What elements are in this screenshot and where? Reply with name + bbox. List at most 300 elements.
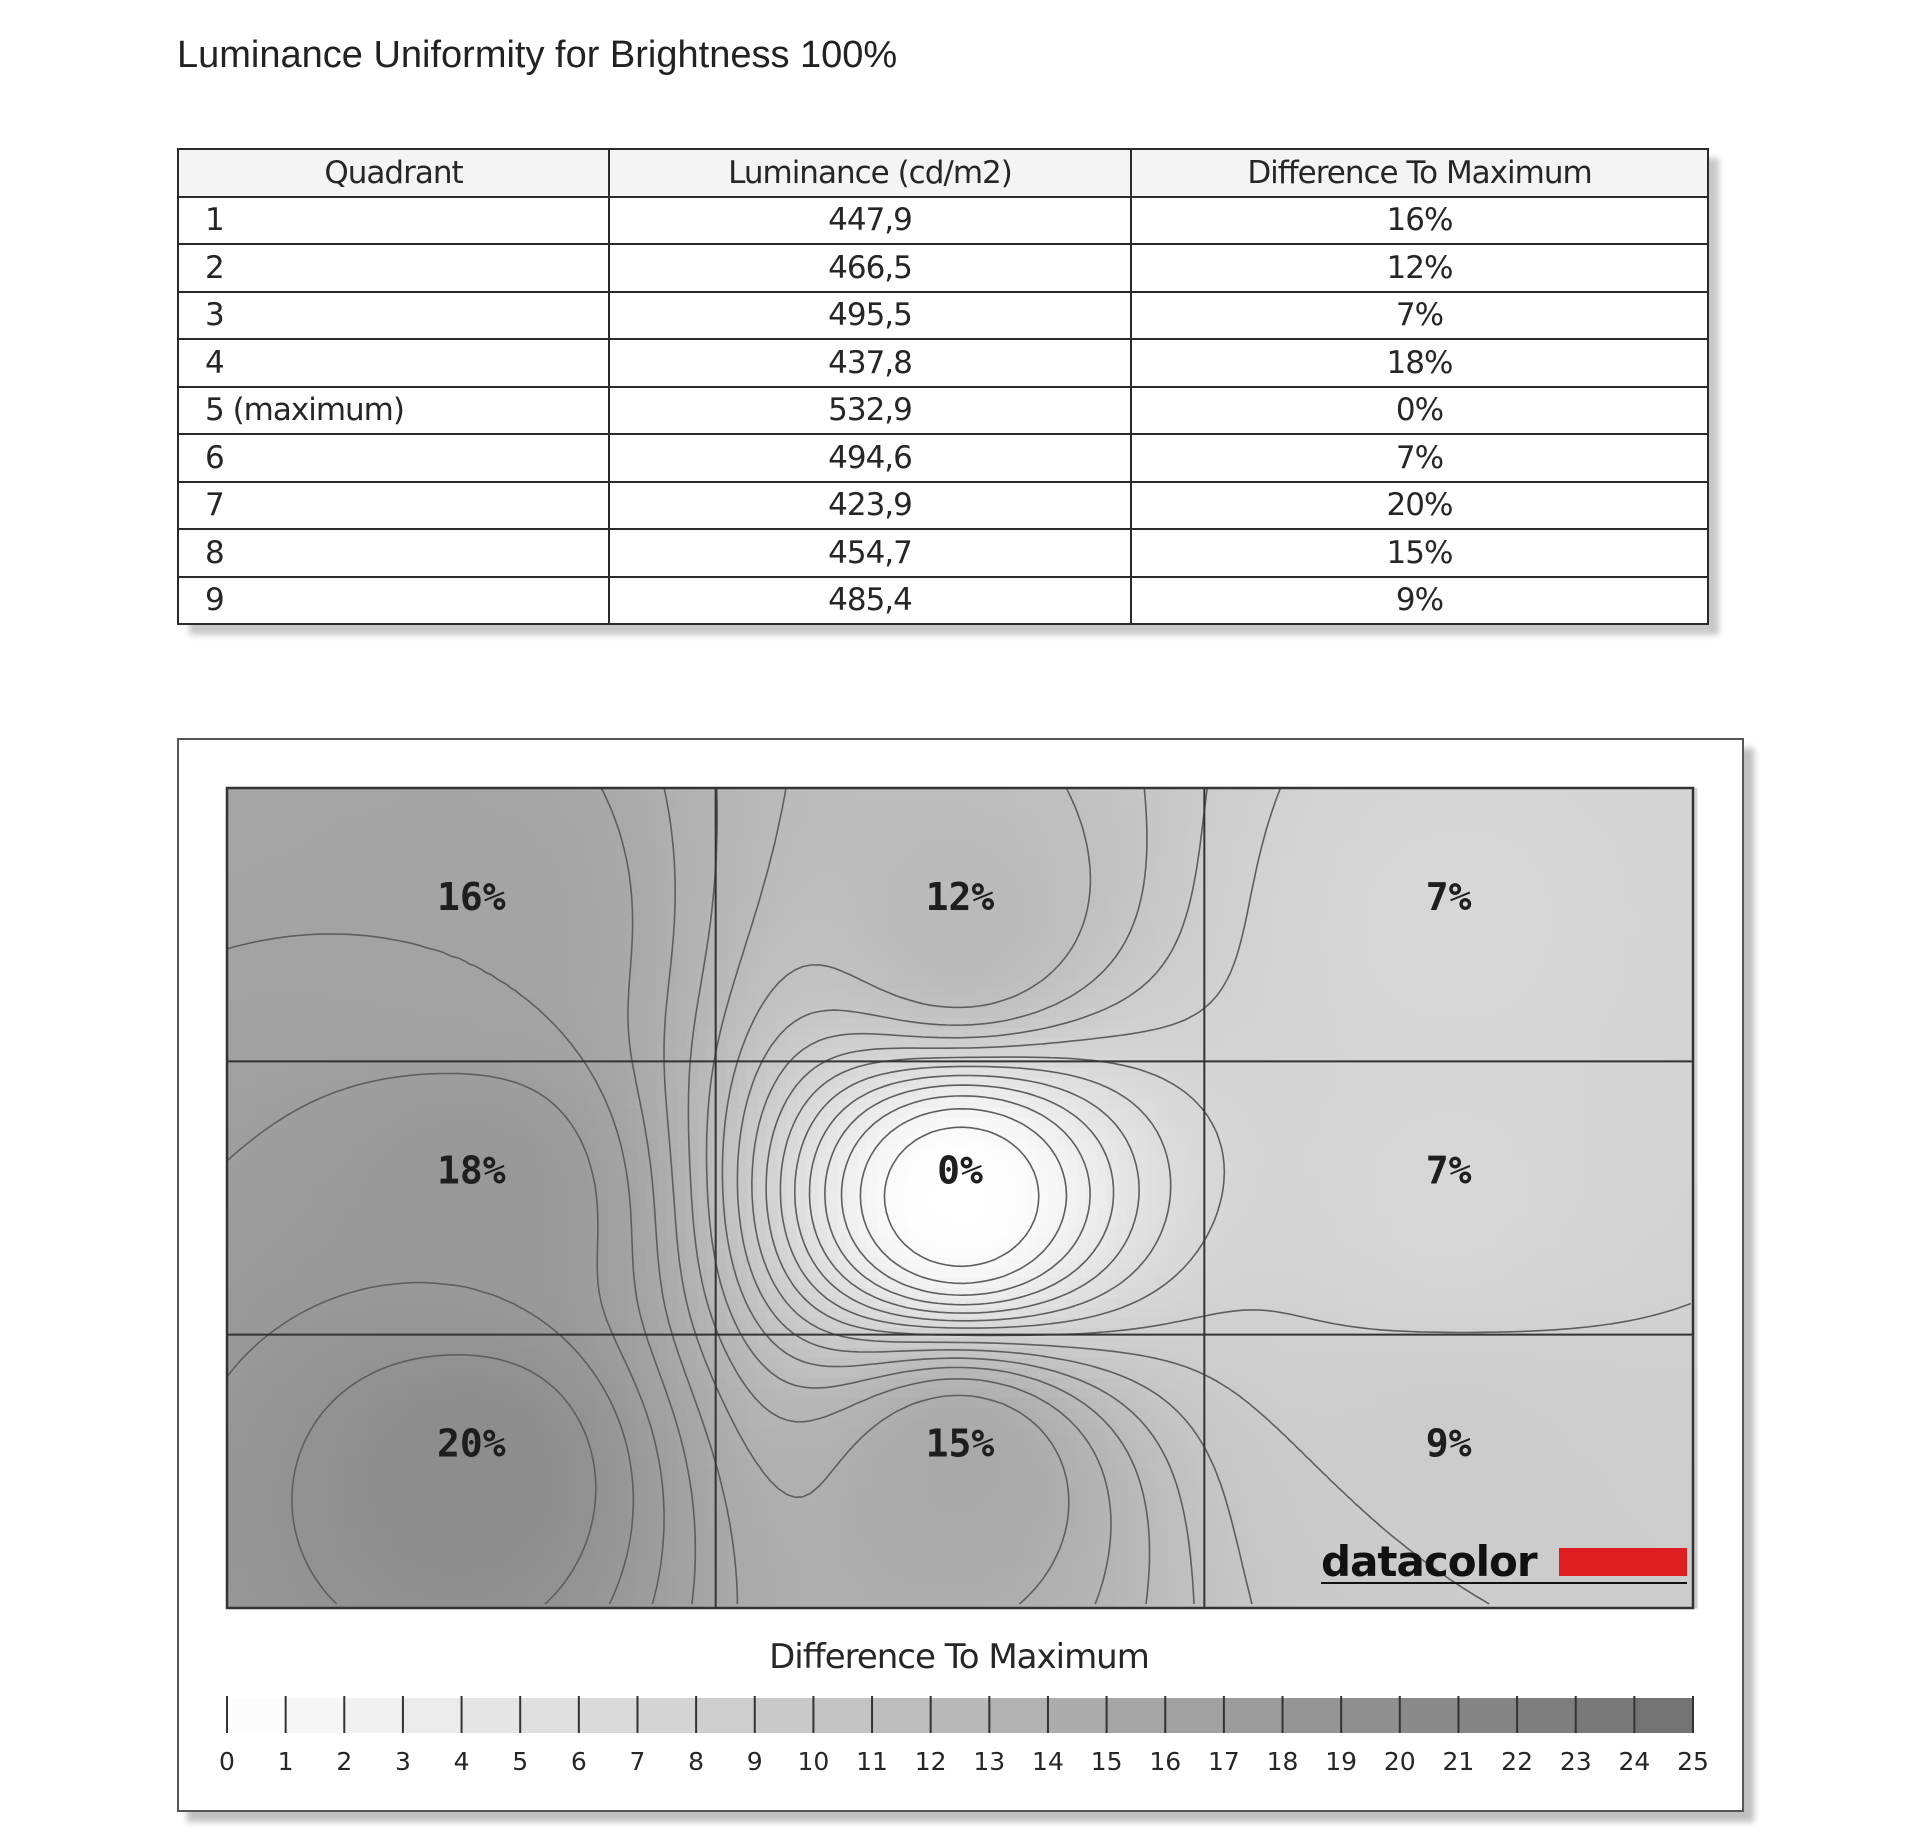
heatmap-pixel: [357, 898, 368, 909]
heatmap-pixel: [927, 818, 938, 829]
heatmap-pixel: [1617, 848, 1628, 859]
heatmap-pixel: [1677, 1038, 1688, 1049]
heatmap-pixel: [1577, 958, 1588, 969]
heatmap-pixel: [1557, 818, 1568, 829]
heatmap-pixel: [967, 1098, 978, 1109]
heatmap-pixel: [587, 908, 598, 919]
heatmap-pixel: [307, 1088, 318, 1099]
heatmap-pixel: [617, 1038, 628, 1049]
heatmap-pixel: [657, 1078, 668, 1089]
heatmap-pixel: [747, 828, 758, 839]
heatmap-pixel: [1127, 1048, 1138, 1059]
heatmap-pixel: [977, 1078, 988, 1089]
heatmap-pixel: [1577, 788, 1588, 799]
heatmap-pixel: [1377, 1088, 1388, 1099]
heatmap-pixel: [1317, 958, 1328, 969]
heatmap-pixel: [597, 958, 608, 969]
heatmap-pixel: [497, 998, 508, 1009]
heatmap-pixel: [1577, 1028, 1588, 1039]
heatmap-pixel: [867, 938, 878, 949]
heatmap-pixel: [1237, 1108, 1248, 1119]
heatmap-pixel: [297, 898, 308, 909]
heatmap-pixel: [1027, 948, 1038, 959]
heatmap-pixel: [1187, 1068, 1198, 1079]
heatmap-pixel: [1027, 838, 1038, 849]
heatmap-pixel: [957, 1008, 968, 1019]
heatmap-pixel: [1657, 1068, 1668, 1079]
heatmap-pixel: [1357, 938, 1368, 949]
heatmap-pixel: [1157, 978, 1168, 989]
heatmap-pixel: [467, 1088, 478, 1099]
heatmap-pixel: [237, 908, 248, 919]
heatmap-pixel: [657, 828, 668, 839]
heatmap-pixel: [337, 868, 348, 879]
heatmap-pixel: [467, 1118, 478, 1129]
heatmap-pixel: [557, 878, 568, 889]
heatmap-pixel: [577, 968, 588, 979]
heatmap-pixel: [267, 1108, 278, 1119]
heatmap-pixel: [387, 888, 398, 899]
heatmap-pixel: [1587, 1068, 1598, 1079]
heatmap-pixel: [827, 838, 838, 849]
heatmap-pixel: [257, 1068, 268, 1079]
heatmap-pixel: [277, 808, 288, 819]
heatmap-pixel: [1227, 838, 1238, 849]
heatmap-pixel: [1037, 1118, 1048, 1129]
heatmap-pixel: [1277, 1048, 1288, 1059]
heatmap-pixel: [1527, 948, 1538, 959]
heatmap-pixel: [1527, 968, 1538, 979]
heatmap-pixel: [347, 1008, 358, 1019]
heatmap-pixel: [787, 838, 798, 849]
heatmap-pixel: [1447, 818, 1458, 829]
heatmap-pixel: [1017, 1018, 1028, 1029]
heatmap-pixel: [1247, 828, 1258, 839]
heatmap-pixel: [1537, 1078, 1548, 1089]
heatmap-pixel: [1327, 918, 1338, 929]
heatmap-pixel: [1227, 998, 1238, 1009]
heatmap-pixel: [307, 1038, 318, 1049]
heatmap-pixel: [1577, 1048, 1588, 1059]
heatmap-pixel: [1277, 828, 1288, 839]
heatmap-pixel: [1327, 1088, 1338, 1099]
heatmap-pixel: [1667, 958, 1678, 969]
heatmap-pixel: [937, 828, 948, 839]
heatmap-pixel: [1347, 988, 1358, 999]
heatmap-pixel: [927, 1008, 938, 1019]
heatmap-pixel: [407, 988, 418, 999]
heatmap-pixel: [347, 878, 358, 889]
heatmap-pixel: [1367, 1028, 1378, 1039]
heatmap-pixel: [1267, 888, 1278, 899]
heatmap-pixel: [827, 818, 838, 829]
heatmap-pixel: [1637, 1108, 1648, 1119]
heatmap-pixel: [1147, 1088, 1158, 1099]
heatmap-pixel: [307, 858, 318, 869]
heatmap-pixel: [367, 938, 378, 949]
heatmap-pixel: [227, 968, 238, 979]
heatmap-pixel: [807, 938, 818, 949]
heatmap-pixel: [1197, 1098, 1208, 1109]
heatmap-pixel: [1287, 828, 1298, 839]
heatmap-pixel: [447, 978, 458, 989]
heatmap-pixel: [357, 878, 368, 889]
heatmap-pixel: [377, 948, 388, 959]
heatmap-pixel: [557, 978, 568, 989]
heatmap-pixel: [597, 1058, 608, 1069]
heatmap-pixel: [1597, 1068, 1608, 1079]
heatmap-pixel: [1257, 908, 1268, 919]
heatmap-pixel: [1547, 878, 1558, 889]
luminance-cell: 437,8: [609, 339, 1131, 387]
heatmap-pixel: [1127, 828, 1138, 839]
heatmap-pixel: [1277, 868, 1288, 879]
heatmap-pixel: [1597, 988, 1608, 999]
heatmap-pixel: [727, 1068, 738, 1079]
heatmap-pixel: [1617, 788, 1628, 799]
heatmap-pixel: [797, 978, 808, 989]
heatmap-pixel: [1337, 928, 1348, 939]
heatmap-pixel: [497, 1028, 508, 1039]
heatmap-pixel: [507, 1118, 518, 1129]
heatmap-pixel: [1337, 918, 1348, 929]
heatmap-pixel: [557, 928, 568, 939]
heatmap-pixel: [1577, 928, 1588, 939]
heatmap-pixel: [467, 818, 478, 829]
heatmap-pixel: [1037, 838, 1048, 849]
heatmap-pixel: [1157, 888, 1168, 899]
heatmap-pixel: [367, 1058, 378, 1069]
heatmap-pixel: [297, 1048, 308, 1059]
heatmap-pixel: [1547, 888, 1558, 899]
heatmap-pixel: [377, 888, 388, 899]
heatmap-pixel: [907, 848, 918, 859]
heatmap-pixel: [837, 918, 848, 929]
heatmap-pixel: [647, 828, 658, 839]
heatmap-pixel: [307, 958, 318, 969]
heatmap-pixel: [1207, 1038, 1218, 1049]
heatmap-pixel: [267, 1018, 278, 1029]
heatmap-pixel: [1507, 828, 1518, 839]
heatmap-pixel: [577, 1038, 588, 1049]
heatmap-pixel: [1187, 808, 1198, 819]
heatmap-pixel: [777, 828, 788, 839]
heatmap-pixel: [1307, 898, 1318, 909]
heatmap-pixel: [1307, 878, 1318, 889]
heatmap-pixel: [1667, 928, 1678, 939]
heatmap-pixel: [547, 908, 558, 919]
heatmap-pixel: [1437, 848, 1448, 859]
heatmap-pixel: [1217, 1088, 1228, 1099]
heatmap-pixel: [1387, 878, 1398, 889]
heatmap-pixel: [857, 908, 868, 919]
heatmap-pixel: [447, 1038, 458, 1049]
heatmap-pixel: [1407, 1068, 1418, 1079]
heatmap-pixel: [577, 1008, 588, 1019]
heatmap-pixel: [247, 1118, 258, 1129]
heatmap-pixel: [397, 1058, 408, 1069]
heatmap-pixel: [1367, 1038, 1378, 1049]
heatmap-pixel: [1437, 1088, 1448, 1099]
heatmap-pixel: [867, 988, 878, 999]
heatmap-pixel: [277, 908, 288, 919]
heatmap-pixel: [617, 1008, 628, 1019]
heatmap-pixel: [1497, 838, 1508, 849]
heatmap-pixel: [1017, 788, 1028, 799]
heatmap-pixel: [807, 978, 818, 989]
heatmap-pixel: [327, 1098, 338, 1109]
heatmap-pixel: [1047, 848, 1058, 859]
heatmap-pixel: [657, 808, 668, 819]
heatmap-pixel: [817, 1008, 828, 1019]
difference-cell: 15%: [1131, 529, 1708, 577]
heatmap-pixel: [567, 868, 578, 879]
heatmap-pixel: [617, 908, 628, 919]
heatmap-pixel: [877, 848, 888, 859]
heatmap-pixel: [1237, 1078, 1248, 1089]
heatmap-pixel: [747, 1108, 758, 1119]
heatmap-pixel: [1607, 968, 1618, 979]
heatmap-pixel: [1187, 938, 1198, 949]
heatmap-pixel: [1417, 1088, 1428, 1099]
heatmap-pixel: [1357, 998, 1368, 1009]
heatmap-pixel: [1347, 1048, 1358, 1059]
heatmap-pixel: [1657, 1018, 1668, 1029]
heatmap-pixel: [897, 938, 908, 949]
heatmap-pixel: [577, 878, 588, 889]
heatmap-pixel: [727, 818, 738, 829]
heatmap-pixel: [1637, 1028, 1648, 1039]
heatmap-pixel: [1457, 828, 1468, 839]
heatmap-pixel: [1247, 1108, 1258, 1119]
heatmap-pixel: [1267, 1048, 1278, 1059]
heatmap-pixel: [1547, 908, 1558, 919]
heatmap-pixel: [1297, 938, 1308, 949]
heatmap-pixel: [1217, 948, 1228, 959]
heatmap-pixel: [1607, 948, 1618, 959]
heatmap-pixel: [1677, 938, 1688, 949]
heatmap-pixel: [1477, 938, 1488, 949]
heatmap-pixel: [1237, 838, 1248, 849]
heatmap-pixel: [517, 1018, 528, 1029]
heatmap-pixel: [1117, 868, 1128, 879]
heatmap-pixel: [1097, 938, 1108, 949]
heatmap-pixel: [437, 988, 448, 999]
heatmap-pixel: [247, 968, 258, 979]
heatmap-pixel: [257, 1048, 268, 1059]
heatmap-pixel: [1447, 1108, 1458, 1119]
heatmap-pixel: [587, 828, 598, 839]
heatmap-pixel: [1297, 1048, 1308, 1059]
heatmap-pixel: [437, 808, 448, 819]
heatmap-pixel: [547, 838, 558, 849]
heatmap-pixel: [407, 1028, 418, 1039]
heatmap-pixel: [987, 1118, 998, 1129]
heatmap-pixel: [1387, 948, 1398, 959]
heatmap-pixel: [487, 1048, 498, 1059]
heatmap-pixel: [817, 948, 828, 959]
heatmap-pixel: [1677, 828, 1688, 839]
heatmap-pixel: [1107, 828, 1118, 839]
heatmap-pixel: [937, 788, 948, 799]
heatmap-pixel: [1507, 1078, 1518, 1089]
heatmap-pixel: [1007, 828, 1018, 839]
heatmap-pixel: [1027, 1078, 1038, 1089]
heatmap-pixel: [1677, 798, 1688, 809]
heatmap-pixel: [1377, 928, 1388, 939]
heatmap-pixel: [1257, 898, 1268, 909]
heatmap-pixel: [1047, 858, 1058, 869]
heatmap-pixel: [897, 798, 908, 809]
heatmap-pixel: [1037, 1058, 1048, 1069]
heatmap-pixel: [247, 828, 258, 839]
heatmap-pixel: [507, 998, 518, 1009]
heatmap-pixel: [1417, 828, 1428, 839]
heatmap-pixel: [267, 878, 278, 889]
heatmap-pixel: [1037, 948, 1048, 959]
heatmap-pixel: [297, 868, 308, 879]
heatmap-pixel: [1277, 848, 1288, 859]
heatmap-pixel: [1467, 848, 1478, 859]
heatmap-pixel: [277, 1068, 288, 1079]
heatmap-pixel: [1197, 918, 1208, 929]
heatmap-pixel: [517, 968, 528, 979]
heatmap-pixel: [1167, 1058, 1178, 1069]
heatmap-pixel: [777, 1018, 788, 1029]
heatmap-pixel: [427, 918, 438, 929]
heatmap-pixel: [337, 988, 348, 999]
heatmap-pixel: [787, 848, 798, 859]
heatmap-pixel: [407, 1008, 418, 1019]
heatmap-pixel: [1207, 788, 1218, 799]
heatmap-pixel: [557, 1038, 568, 1049]
heatmap-pixel: [927, 848, 938, 859]
heatmap-pixel: [1387, 918, 1398, 929]
heatmap-pixel: [297, 1008, 308, 1019]
heatmap-pixel: [637, 988, 648, 999]
heatmap-pixel: [1427, 1028, 1438, 1039]
heatmap-pixel: [267, 1058, 278, 1069]
heatmap-pixel: [1567, 828, 1578, 839]
heatmap-pixel: [1437, 988, 1448, 999]
heatmap-pixel: [417, 788, 428, 799]
heatmap-pixel: [1517, 1028, 1528, 1039]
heatmap-pixel: [377, 1098, 388, 1109]
heatmap-pixel: [437, 918, 448, 929]
heatmap-pixel: [417, 1088, 428, 1099]
heatmap-pixel: [497, 1018, 508, 1029]
heatmap-pixel: [397, 898, 408, 909]
heatmap-pixel: [947, 848, 958, 859]
heatmap-pixel: [627, 798, 638, 809]
heatmap-pixel: [1537, 868, 1548, 879]
heatmap-pixel: [557, 828, 568, 839]
heatmap-pixel: [477, 1058, 488, 1069]
heatmap-pixel: [1207, 818, 1218, 829]
heatmap-pixel: [1527, 1018, 1538, 1029]
heatmap-pixel: [577, 798, 588, 809]
heatmap-pixel: [1557, 868, 1568, 879]
heatmap-pixel: [597, 998, 608, 1009]
heatmap-pixel: [1427, 808, 1438, 819]
heatmap-pixel: [1337, 788, 1348, 799]
heatmap-pixel: [357, 798, 368, 809]
heatmap-pixel: [917, 1078, 928, 1089]
heatmap-pixel: [407, 818, 418, 829]
heatmap-pixel: [797, 1028, 808, 1039]
heatmap-pixel: [277, 828, 288, 839]
heatmap-pixel: [767, 818, 778, 829]
heatmap-pixel: [507, 1008, 518, 1019]
heatmap-pixel: [1507, 808, 1518, 819]
heatmap-pixel: [1447, 858, 1458, 869]
heatmap-pixel: [1587, 928, 1598, 939]
heatmap-pixel: [1457, 808, 1468, 819]
heatmap-pixel: [567, 858, 578, 869]
heatmap-pixel: [807, 898, 818, 909]
heatmap-pixel: [1467, 918, 1478, 929]
heatmap-pixel: [407, 798, 418, 809]
quadrant-cell: 5 (maximum): [178, 387, 609, 435]
heatmap-pixel: [737, 898, 748, 909]
heatmap-pixel: [567, 958, 578, 969]
heatmap-pixel: [1617, 1098, 1628, 1109]
heatmap-pixel: [457, 788, 468, 799]
heatmap-pixel: [407, 1018, 418, 1029]
heatmap-pixel: [417, 888, 428, 899]
heatmap-pixel: [407, 898, 418, 909]
heatmap-pixel: [517, 978, 528, 989]
heatmap-pixel: [847, 838, 858, 849]
heatmap-pixel: [1217, 1058, 1228, 1069]
heatmap-pixel: [1427, 938, 1438, 949]
heatmap-pixel: [617, 1088, 628, 1099]
heatmap-pixel: [1227, 908, 1238, 919]
heatmap-pixel: [1327, 1068, 1338, 1079]
heatmap-pixel: [1467, 838, 1478, 849]
heatmap-pixel: [547, 788, 558, 799]
heatmap-pixel: [487, 1008, 498, 1019]
heatmap-pixel: [1077, 858, 1088, 869]
heatmap-pixel: [537, 1028, 548, 1039]
heatmap-pixel: [1097, 988, 1108, 999]
heatmap-pixel: [1487, 1038, 1498, 1049]
heatmap-pixel: [1187, 818, 1198, 829]
heatmap-pixel: [897, 898, 908, 909]
heatmap-pixel: [1517, 1048, 1528, 1059]
heatmap-pixel: [987, 948, 998, 959]
heatmap-pixel: [537, 918, 548, 929]
heatmap-pixel: [1567, 888, 1578, 899]
heatmap-pixel: [1227, 978, 1238, 989]
heatmap-pixel: [407, 828, 418, 839]
heatmap-pixel: [277, 1048, 288, 1059]
heatmap-pixel: [417, 858, 428, 869]
heatmap-pixel: [1617, 978, 1628, 989]
heatmap-pixel: [1027, 998, 1038, 1009]
heatmap-pixel: [427, 938, 438, 949]
heatmap-pixel: [717, 898, 728, 909]
heatmap-pixel: [1147, 988, 1158, 999]
heatmap-pixel: [417, 1048, 428, 1059]
heatmap-pixel: [657, 1028, 668, 1039]
heatmap-pixel: [227, 1058, 238, 1069]
heatmap-pixel: [1667, 1108, 1678, 1119]
heatmap-pixel: [1367, 908, 1378, 919]
heatmap-pixel: [517, 1058, 528, 1069]
heatmap-pixel: [927, 948, 938, 959]
heatmap-pixel: [957, 928, 968, 939]
